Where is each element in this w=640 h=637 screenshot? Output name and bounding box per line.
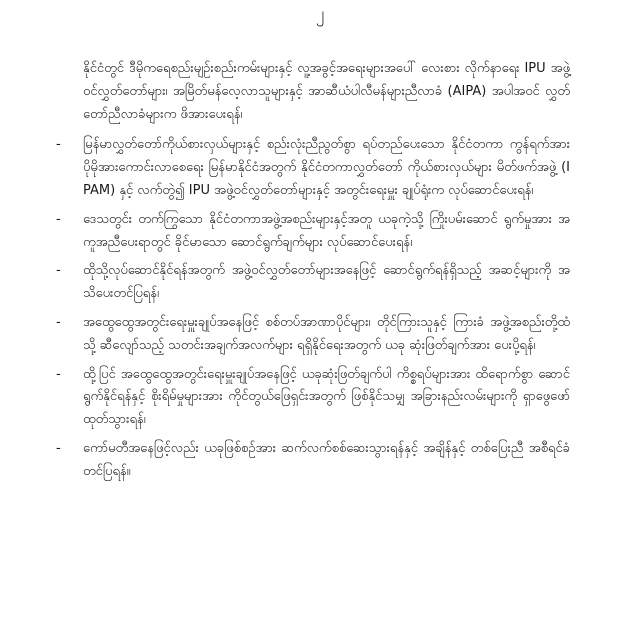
bullet-paragraph [56, 260, 570, 306]
bullet-dash: - [56, 263, 61, 279]
bullet-paragraph [56, 364, 570, 432]
paragraph-text: နိုင်ငံတွင် ဒီမိုကရေစည်းမျဉ်းစည်းကမ်းများနှင့် လူ့အခွင့်အရေးများအပေါ် လေးစား လိုက်နာရေး IPU အဖွဲ့ဝင်လွှတ်တော်များ၊ အမြိတ်မန်လေ့လာသူများနှင့် အာဆီယံပါလီမန်များညီလာခံ (AIPA) အပါအဝင် လွှတ်တော်ညီလာခံများက ဖိအားပေးရန်၊ [83, 61, 570, 122]
bullet-paragraph [56, 209, 570, 255]
bullet-dash: - [56, 211, 61, 227]
paragraph-text: ထို့ပြင် အထွေထွေအတွင်းရေးမှူးချုပ်အနေဖြင့် ယခုဆုံးဖြတ်ချက်ပါ ကိစ္စရပ်များအား ထိရောက်စွာ ဆောင်ရွက်နိုင်ရန်နှင့် စိုးရိမ်မှုများအား ကိုင်တွယ်ဖြေရှင်းအတွက် ဖြစ်နိုင်သမျှ အခြားနည်းလမ်းများကို ရှာဖွေဖော်ထုတ်သွားရန်၊ [83, 366, 570, 428]
page-number: ၂ [315, 4, 325, 24]
bullet-paragraph [56, 312, 570, 358]
paragraph-text: မြန်မာလွှတ်တော်ကိုယ်စားလှယ်များနှင့် စည်းလုံးညီညွတ်စွာ ရပ်တည်ပေးသော နိုင်ငံတကာ ကွန်ရက်အား ပိုမိုအားကောင်းလာစေရေး မြန်မာနိုင်ငံအတွက် နိုင်ငံတကာလွှတ်တော် ကိုယ်စားလှယ်များ မိတ်ဖက်အဖွဲ့ (IPAM) နှင့် လက်တွဲ၍ IPU အဖွဲ့ဝင်လွှတ်တော်များနှင့် အတွင်းရေးမှူး ချုပ်ရုံးက လုပ်ဆောင်ပေးရန်၊ [83, 137, 570, 198]
document-body [56, 58, 570, 490]
paragraph-text: ထိုသို့လုပ်ဆောင်နိုင်ရန်အတွက် အဖွဲ့ဝင်လွှတ်တော်များအနေဖြင့် ဆောင်ရွက်ရန်ရှိသည့် အဆင့်များကို အသိပေးတင်ပြရန်၊ [83, 263, 570, 302]
paragraph-text: ဒေသတွင်း တက်ကြွသော နိုင်ငံတကာအဖွဲ့အစည်းများနှင့်အတူ ယခုကဲ့သို့ ကြိုးပမ်းဆောင် ရွက်မှုအား အကူအညီပေးရာတွင် ခိုင်မာသော ဆောင်ရွက်ချက်များ လုပ်ဆောင်ပေးရန်၊ [83, 211, 570, 250]
paragraph-text: ကော်မတီအနေဖြင့်လည်း ယခုဖြစ်စဉ်အား ဆက်လက်စစ်ဆေးသွားရန်နှင့် အချိန်နှင့် တစ်ပြေးညီ အစီရင်ခံတင်ပြရန်။ [83, 440, 570, 479]
bullet-dash: - [56, 137, 61, 153]
bullet-paragraph [56, 438, 570, 484]
bullet-paragraph [56, 134, 570, 202]
paragraph-text: အထွေထွေအတွင်းရေးမှူးချုပ်အနေဖြင့် စစ်တပ်အာဏာပိုင်များ၊ တိုင်ကြားသူနှင့် ကြားခံ အဖွဲ့အစည်းတို့ထံသို့ ဆီလျော်သည့် သတင်းအချက်အလက်များ ရရှိနိုင်ရေးအတွက် ယခု ဆုံးဖြတ်ချက်အား ပေးပို့ရန်၊ [83, 314, 570, 353]
bullet-dash: - [56, 366, 61, 382]
bullet-dash: - [56, 440, 61, 456]
paragraph-intro [83, 58, 570, 126]
bullet-dash: - [56, 314, 61, 330]
